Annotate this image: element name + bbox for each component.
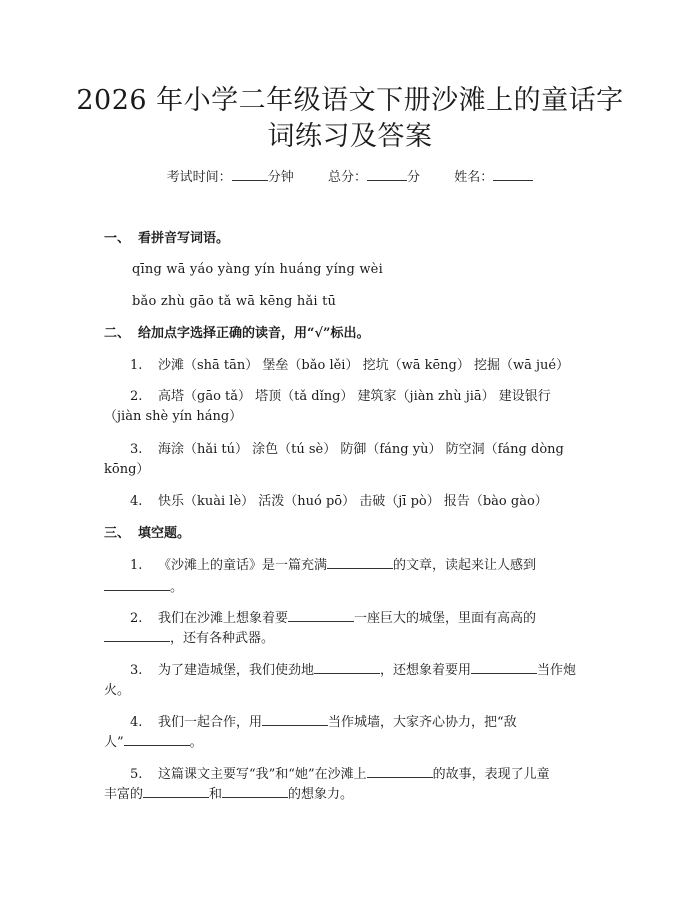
fill-question-3-cont: 火。 xyxy=(104,683,131,698)
question-text: 当作城墙，大家齐心协力，把“敌 xyxy=(328,715,517,730)
fill-question-4 xyxy=(130,713,517,733)
reading-question-3 xyxy=(130,440,564,460)
pinyin-line-2: bǎo zhù gāo tǎ wā kēng hǎi tū xyxy=(132,294,337,309)
question-number: 2. xyxy=(130,611,143,626)
exam-time-blank xyxy=(232,168,268,181)
section-2-title: 给加点字选择正确的读音，用“√”标出。 xyxy=(138,326,370,341)
question-number: 5. xyxy=(130,767,143,782)
answer-blank[interactable] xyxy=(124,733,190,746)
question-text: 我们在沙滩上想象着要 xyxy=(158,611,289,626)
exam-time-unit: 分钟 xyxy=(267,170,294,185)
question-text: 我们一起合作，用 xyxy=(158,715,263,730)
reading-question-3-cont: kōng） xyxy=(104,462,150,477)
question-number: 2. xyxy=(130,389,143,404)
fill-question-3 xyxy=(130,661,576,681)
question-number: 1. xyxy=(130,558,143,573)
reading-question-4 xyxy=(130,492,548,512)
question-text: 的文章，读起来让人感到 xyxy=(393,558,537,573)
answer-blank[interactable] xyxy=(327,556,393,569)
question-text: 《沙滩上的童话》是一篇充满 xyxy=(158,558,328,573)
fill-question-5 xyxy=(130,765,550,785)
reading-question-2 xyxy=(130,387,551,407)
question-text: 沙滩（shā tān） 堡垒（bǎo lěi） 挖坑（wā kēng） 挖掘（wā jué） xyxy=(158,358,570,373)
question-number: 3. xyxy=(130,663,143,678)
fill-question-2-cont xyxy=(104,629,274,649)
reading-question-1 xyxy=(130,356,569,376)
question-text: 当作炮 xyxy=(537,663,577,678)
question-text: 。 xyxy=(189,735,203,750)
name-blank xyxy=(493,168,533,181)
question-text: ，还想象着要用 xyxy=(380,663,472,678)
answer-blank[interactable] xyxy=(104,578,170,591)
fill-question-1 xyxy=(130,556,536,576)
question-text: 丰富的 xyxy=(104,787,144,802)
name-label: 姓名： xyxy=(454,170,494,185)
total-score-unit: 分 xyxy=(407,170,421,185)
section-1-title: 看拼音写词语。 xyxy=(138,231,230,246)
section-1-heading xyxy=(104,229,229,249)
question-text: 的故事，表现了儿童 xyxy=(432,767,550,782)
total-score-blank xyxy=(367,168,407,181)
pinyin-line-1: qīng wā yáo yàng yín huáng yíng wèi xyxy=(132,262,383,277)
answer-blank[interactable] xyxy=(222,785,288,798)
fill-question-5-cont xyxy=(104,785,353,805)
question-text: 快乐（kuài lè） 活泼（huó pō） 击破（jī pò） 报告（bào gào） xyxy=(158,494,548,509)
exam-info xyxy=(60,168,640,187)
question-number: 3. xyxy=(130,442,143,457)
question-text: 一座巨大的城堡，里面有高高的 xyxy=(354,611,537,626)
question-text: 海涂（hǎi tú） 涂色（tú sè） 防御（fáng yù） 防空洞（fáng dòng xyxy=(158,442,564,457)
question-text: 。 xyxy=(170,580,184,595)
total-score-label: 总分： xyxy=(327,170,367,185)
section-3-number: 三、 xyxy=(104,526,131,541)
question-text: 的想象力。 xyxy=(288,787,354,802)
section-2-number: 二、 xyxy=(104,326,131,341)
section-3-title: 填空题。 xyxy=(138,526,191,541)
question-text: 为了建造城堡，我们使劲地 xyxy=(158,663,315,678)
answer-blank[interactable] xyxy=(471,661,537,674)
fill-question-2 xyxy=(130,609,536,629)
exam-time-label: 考试时间： xyxy=(166,170,232,185)
question-number: 1. xyxy=(130,358,143,373)
question-text: 和 xyxy=(209,787,223,802)
question-number: 4. xyxy=(130,494,143,509)
answer-blank[interactable] xyxy=(288,609,354,622)
question-text: 这篇课文主要写“我”和“她”在沙滩上 xyxy=(158,767,367,782)
question-text: ，还有各种武器。 xyxy=(170,631,275,646)
question-text: 人” xyxy=(104,735,124,750)
fill-question-1-cont xyxy=(104,578,183,598)
answer-blank[interactable] xyxy=(314,661,380,674)
question-number: 4. xyxy=(130,715,143,730)
section-1-number: 一、 xyxy=(104,231,131,246)
answer-blank[interactable] xyxy=(262,713,328,726)
page-title-line1: 2026 年小学二年级语文下册沙滩上的童话字 xyxy=(76,85,624,116)
question-text: 高塔（gāo tǎ） 塔顶（tǎ dǐng） 建筑家（jiàn zhù jiā） 建设银行 xyxy=(158,389,551,404)
page-title-line2: 词练习及答案 xyxy=(267,121,433,152)
section-2-heading xyxy=(104,324,370,344)
reading-question-2-cont: （jiàn shè yín háng） xyxy=(104,409,243,424)
fill-question-4-cont xyxy=(104,733,203,753)
answer-blank[interactable] xyxy=(104,629,170,642)
answer-blank[interactable] xyxy=(367,765,433,778)
answer-blank[interactable] xyxy=(143,785,209,798)
section-3-heading xyxy=(104,524,190,544)
